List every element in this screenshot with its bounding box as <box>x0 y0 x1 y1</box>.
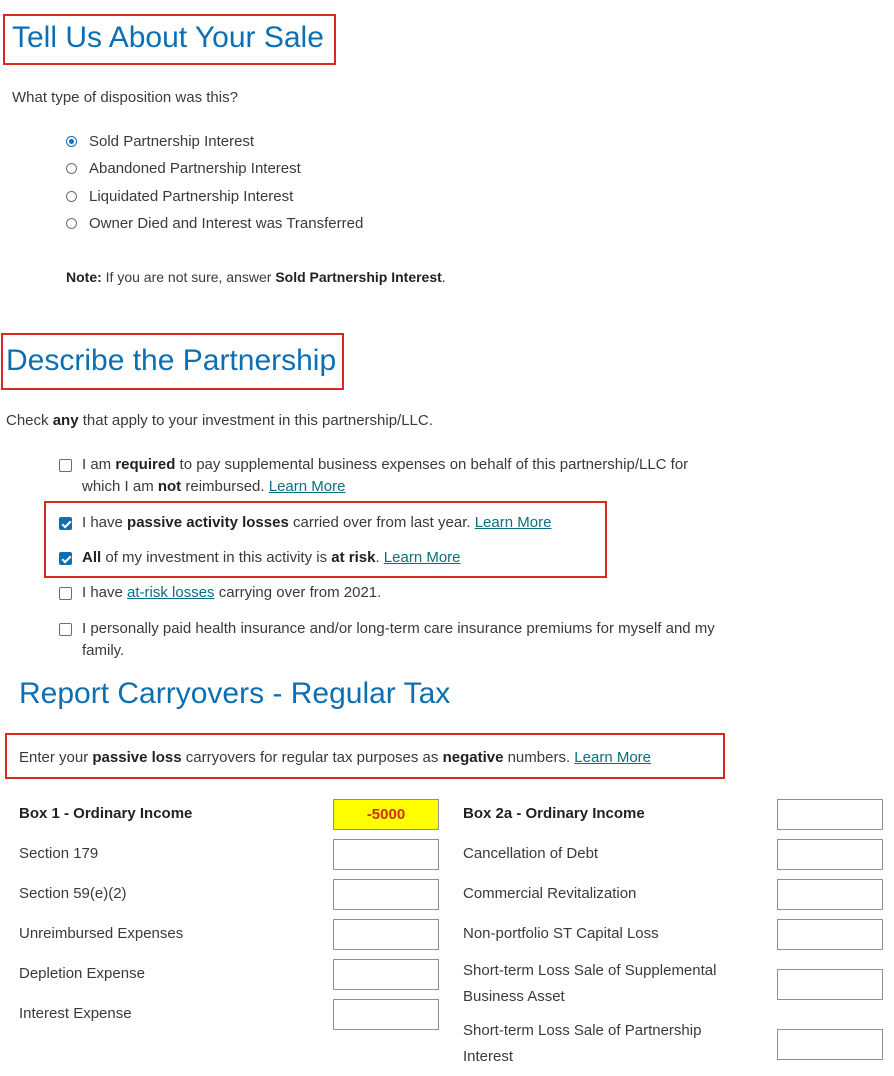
c-intro-pre: Enter your <box>19 749 93 766</box>
item1-p2: carried over from last year. <box>288 514 475 531</box>
checkbox-passive-activity-losses[interactable] <box>59 517 72 530</box>
health-insurance-label[interactable]: I personally paid health insurance and/or long-term care insurance premiums for myself and my <box>82 620 715 637</box>
radio-liquidated-label[interactable]: Liquidated Partnership Interest <box>89 188 294 205</box>
label-interest-expense: Interest Expense <box>19 1005 132 1022</box>
input-nonportfolio-st-capital-loss[interactable] <box>777 919 883 950</box>
page-title-sale: Tell Us About Your Sale <box>12 21 324 54</box>
input-st-loss-supplemental-asset[interactable] <box>777 969 883 1000</box>
input-st-loss-partnership-interest[interactable] <box>777 1029 883 1060</box>
radio-abandoned-label[interactable]: Abandoned Partnership Interest <box>89 160 301 177</box>
item0-p3: which I am <box>82 478 158 495</box>
item0-b1: required <box>115 456 176 473</box>
checkbox-supplemental-expenses[interactable] <box>59 459 72 472</box>
item2-p2: . <box>375 549 384 566</box>
item1-p1: I have <box>82 514 128 531</box>
label-st-loss-partnership-interest: Short-term Loss Sale of Partnership Interest <box>463 1022 702 1065</box>
input-interest-expense[interactable] <box>333 999 439 1030</box>
input-unreimbursed-expenses[interactable] <box>333 919 439 950</box>
item0-b2: not <box>157 478 182 495</box>
label-cancellation-of-debt: Cancellation of Debt <box>463 845 599 862</box>
label-box1-ordinary-income: Box 1 - Ordinary Income <box>19 805 193 822</box>
sale-note <box>66 267 446 287</box>
learn-more-link-carryovers[interactable]: Learn More <box>574 749 652 766</box>
intro-bold: any <box>52 412 79 429</box>
item2-b1: All <box>82 549 102 566</box>
label-depletion-expense: Depletion Expense <box>19 965 145 982</box>
input-section-59e2[interactable] <box>333 879 439 910</box>
page-title-partnership: Describe the Partnership <box>6 344 337 377</box>
checkbox-health-insurance[interactable] <box>59 623 72 636</box>
input-box2a-ordinary-income[interactable] <box>777 799 883 830</box>
supplemental-expenses-label[interactable] <box>82 454 688 476</box>
item0-p2: to pay supplemental business expenses on behalf of this partnership/LLC for <box>175 456 689 473</box>
radio-abandoned[interactable] <box>66 163 77 174</box>
label-nonportfolio-st-capital-loss: Non-portfolio ST Capital Loss <box>463 925 659 942</box>
radio-liquidated[interactable] <box>66 191 77 202</box>
c-intro-bold1: passive loss <box>92 749 182 766</box>
disposition-question: What type of disposition was this? <box>12 89 238 106</box>
c-intro-bold2: negative <box>442 749 504 766</box>
learn-more-link-passive[interactable]: Learn More <box>474 514 552 531</box>
radio-owner-died[interactable] <box>66 218 77 229</box>
item0-p4: reimbursed. <box>181 478 269 495</box>
input-depletion-expense[interactable] <box>333 959 439 990</box>
label-commercial-revitalization: Commercial Revitalization <box>463 885 637 902</box>
page-title-carryovers: Report Carryovers - Regular Tax <box>19 677 451 710</box>
item0-p1: I am <box>82 456 116 473</box>
item1-b1: passive activity losses <box>127 514 289 531</box>
radio-sold-label[interactable]: Sold Partnership Interest <box>89 133 255 150</box>
item2-b2: at risk <box>331 549 376 566</box>
checkbox-at-risk-losses[interactable] <box>59 587 72 600</box>
note-end: . <box>441 269 446 285</box>
c-intro-mid: carryovers for regular tax purposes as <box>181 749 443 766</box>
label-section-59e2: Section 59(e)(2) <box>19 885 127 902</box>
label-st-loss-supplemental-asset: Short-term Loss Sale of Supplemental Business Asset <box>463 962 717 1005</box>
input-cancellation-of-debt[interactable] <box>777 839 883 870</box>
c-intro-post: numbers. <box>503 749 575 766</box>
at-risk-losses-label[interactable] <box>82 582 381 604</box>
item2-p1: of my investment in this activity is <box>101 549 332 566</box>
label-unreimbursed-expenses: Unreimbursed Expenses <box>19 925 184 942</box>
note-label: Note: <box>66 269 102 285</box>
at-risk-losses-link[interactable]: at-risk losses <box>127 584 215 601</box>
supplemental-expenses-label-line2[interactable] <box>82 476 345 498</box>
label-section-179: Section 179 <box>19 845 99 862</box>
health-insurance-label-line2[interactable]: family. <box>82 642 125 659</box>
radio-owner-died-label[interactable]: Owner Died and Interest was Transferred <box>89 215 364 232</box>
partnership-intro <box>6 410 433 432</box>
intro-post: that apply to your investment in this partnership/LLC. <box>78 412 433 429</box>
all-at-risk-label[interactable] <box>82 547 461 569</box>
intro-pre: Check <box>6 412 53 429</box>
carryover-intro <box>19 747 651 769</box>
input-section-179[interactable] <box>333 839 439 870</box>
item3-p2: carrying over from 2021. <box>214 584 382 601</box>
checkbox-all-at-risk[interactable] <box>59 552 72 565</box>
input-commercial-revitalization[interactable] <box>777 879 883 910</box>
item3-p1: I have <box>82 584 128 601</box>
passive-activity-losses-label[interactable] <box>82 512 551 534</box>
note-text: If you are not sure, answer <box>101 269 276 285</box>
label-box2a-ordinary-income: Box 2a - Ordinary Income <box>463 805 645 822</box>
note-bold: Sold Partnership Interest <box>275 269 442 285</box>
learn-more-link-at-risk[interactable]: Learn More <box>383 549 461 566</box>
learn-more-link-supplemental[interactable]: Learn More <box>268 478 346 495</box>
radio-sold[interactable] <box>66 136 77 147</box>
input-box1-ordinary-income[interactable] <box>333 799 439 830</box>
